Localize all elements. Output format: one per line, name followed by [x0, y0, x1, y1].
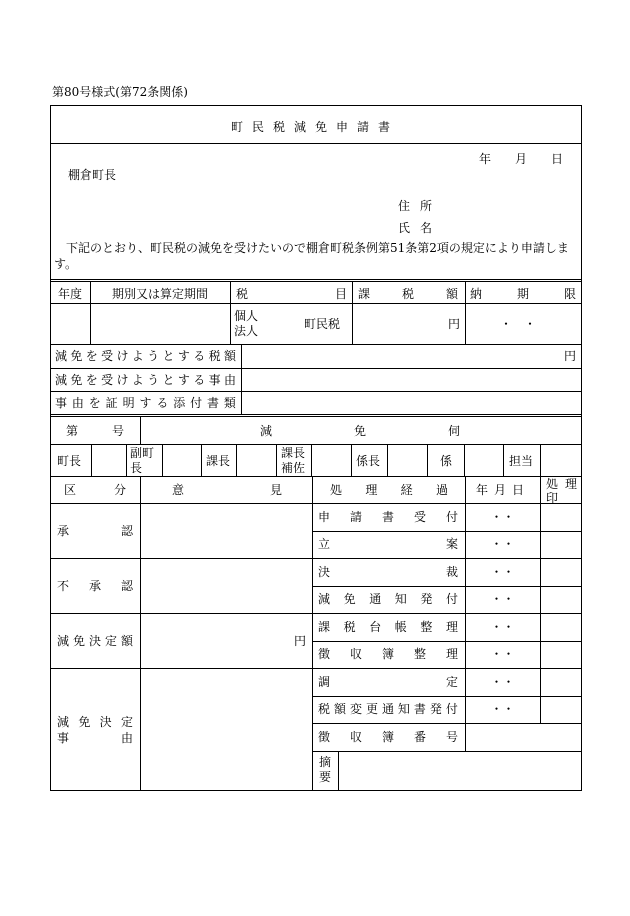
step-receive: 申 請 書 受 付 [318, 510, 458, 524]
approver-assistant-chief-1: 課長 [281, 446, 306, 460]
approver-assistant-chief-2: 補佐 [281, 461, 306, 475]
approver-deputy-mayor-2: 長 [130, 461, 143, 475]
approver-deputy-mayor-1: 副町 [130, 446, 155, 460]
cat-reason-2: 事 由 [57, 731, 133, 745]
taxpayer-corporate: 法人 [234, 324, 259, 338]
step-assessment: 調 定 [318, 675, 458, 689]
step-collection-book: 徴 収 簿 整 理 [318, 647, 458, 661]
cat-amount-yen: 円 [294, 634, 307, 648]
step-collection-number: 徴 収 簿 番 号 [318, 730, 458, 744]
approver-section-chief: 課長 [206, 454, 231, 468]
step-ledger: 課 税 台 帳 整 理 [318, 620, 458, 634]
col-process: 処 理 経 過 [330, 483, 448, 497]
cat-reject: 不 承 認 [57, 579, 133, 593]
taxpayer-individual: 個人 [234, 309, 259, 323]
step-date: ・・ [490, 675, 515, 689]
date-line: 年 月 日 [479, 152, 564, 166]
step-draft: 立 案 [318, 537, 458, 551]
number-label: 第 号 [66, 424, 124, 438]
col-amount: 課 税 額 [358, 287, 458, 301]
step-date: ・・ [490, 510, 515, 524]
step-date: ・・ [490, 647, 515, 661]
row-request-docs: 事 由 を 証 明 す る 添 付 書 類 [55, 396, 236, 410]
remarks-label-2: 要 [319, 770, 332, 784]
col-category: 区 分 [64, 483, 126, 497]
col-opinion: 意 見 [172, 483, 282, 497]
step-date: ・・ [490, 702, 515, 716]
name-label: 氏名 [398, 221, 443, 235]
col-seal-2: 印 [546, 491, 559, 505]
form-number-label: 第80号様式(第72条関係) [52, 85, 188, 99]
form-title: 町民税減免申請書 [230, 120, 399, 134]
col-year: 年度 [57, 287, 82, 301]
tax-name: 町民税 [304, 317, 341, 331]
row-request-amount: 減 免 を 受 け よ う と す る 税 額 [55, 349, 236, 363]
step-decision: 決 裁 [318, 565, 458, 579]
col-item-2: 目 [335, 287, 348, 301]
approver-mayor: 町長 [57, 454, 82, 468]
address-label: 住所 [398, 199, 443, 213]
remarks-label-1: 摘 [319, 755, 332, 769]
col-period: 期別又は算定期間 [111, 287, 208, 301]
application-statement: 下記のとおり、町民税の減免を受けたいので棚倉町税条例第51条第2項の規定により申請します。 [54, 241, 569, 271]
col-seal-1: 処理 [546, 477, 585, 491]
step-date: ・・ [490, 565, 515, 579]
approver-unit-chief: 係長 [356, 454, 381, 468]
step-notice: 減 免 通 知 発 付 [318, 592, 458, 606]
deadline-date: ・ ・ [500, 317, 537, 331]
step-date: ・・ [490, 537, 515, 551]
col-date: 年 月 日 [476, 483, 524, 497]
step-change-notice: 税 額 変 更 通 知 書 発 付 [318, 702, 458, 716]
step-date: ・・ [490, 620, 515, 634]
addressee: 棚倉町長 [68, 168, 117, 182]
amount-yen: 円 [448, 317, 461, 331]
cat-amount: 減 免 決 定 額 [57, 634, 133, 648]
approver-staff: 係 [440, 454, 453, 468]
approver-in-charge: 担当 [509, 454, 534, 468]
step-date: ・・ [490, 592, 515, 606]
row-request-reason: 減 免 を 受 け よ う と す る 事 由 [55, 373, 236, 387]
cat-reason-1: 減 免 決 定 [57, 715, 133, 729]
reduction-inquiry: 減 免 伺 [260, 424, 460, 438]
col-item-1: 税 [236, 287, 249, 301]
cat-approve: 承 認 [57, 524, 133, 538]
request-amount-yen: 円 [564, 349, 577, 363]
col-deadline: 納 期 限 [470, 287, 576, 301]
